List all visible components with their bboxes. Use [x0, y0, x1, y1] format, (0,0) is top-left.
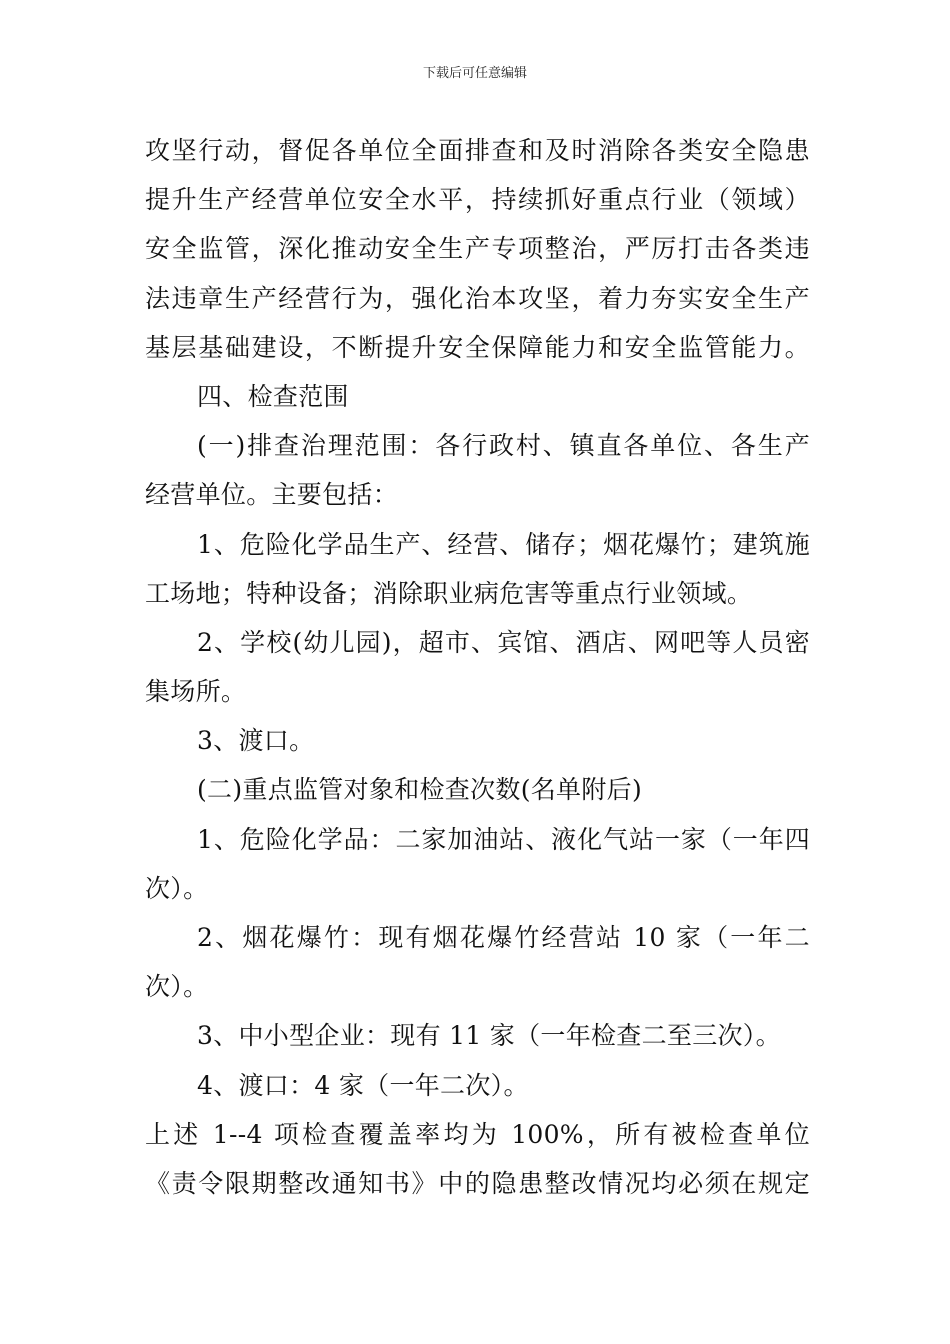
- text-line: 1、危险化学品生产、经营、储存；烟花爆竹；建筑施: [197, 529, 810, 559]
- text-line: 集场所。: [145, 677, 247, 707]
- page-header: 下载后可任意编辑: [422, 66, 527, 81]
- text-line: 经营单位。主要包括：: [145, 480, 399, 510]
- text-line: 次）。: [145, 972, 209, 1002]
- text-line: 3、渡口。: [197, 726, 315, 756]
- text-line: 3、中小型企业：现有 11 家（一年检查二至三次）。: [197, 1021, 781, 1051]
- text-line: 4、渡口：4 家（一年二次）。: [197, 1070, 529, 1100]
- text-line: 提升生产经营单位安全水平，持续抓好重点行业（领域）: [145, 185, 810, 215]
- text-line: 安全监管，深化推动安全生产专项整治，严厉打击各类违: [145, 234, 810, 264]
- text-line: 法违章生产经营行为，强化治本攻坚，着力夯实安全生产: [145, 283, 810, 313]
- text-line: (二)重点监管对象和检查次数(名单附后): [197, 775, 643, 805]
- text-line: 攻坚行动，督促各单位全面排查和及时消除各类安全隐患: [145, 136, 810, 165]
- text-line: 次）。: [145, 873, 209, 903]
- text-line: 四、检查范围: [197, 381, 349, 411]
- text-line: 工场地；特种设备；消除职业病危害等重点行业领域。: [145, 578, 753, 608]
- document-body: [145, 126, 810, 1208]
- text-line: 《责令限期整改通知书》中的隐患整改情况均必须在规定: [145, 1168, 810, 1198]
- text-line: 2、烟花爆竹：现有烟花爆竹经营站 10 家（一年二: [197, 923, 810, 952]
- text-line: 2、学校(幼儿园)，超市、宾馆、酒店、网吧等人员密: [197, 627, 810, 657]
- text-line: 上述 1--4 项检查覆盖率均为 100%，所有被检查单位: [145, 1119, 810, 1149]
- text-line: 1、危险化学品：二家加油站、液化气站一家（一年四: [197, 824, 810, 854]
- text-line: 基层基础建设，不断提升安全保障能力和安全监管能力。: [145, 332, 810, 362]
- text-line: (一)排查治理范围：各行政村、镇直各单位、各生产: [197, 431, 810, 461]
